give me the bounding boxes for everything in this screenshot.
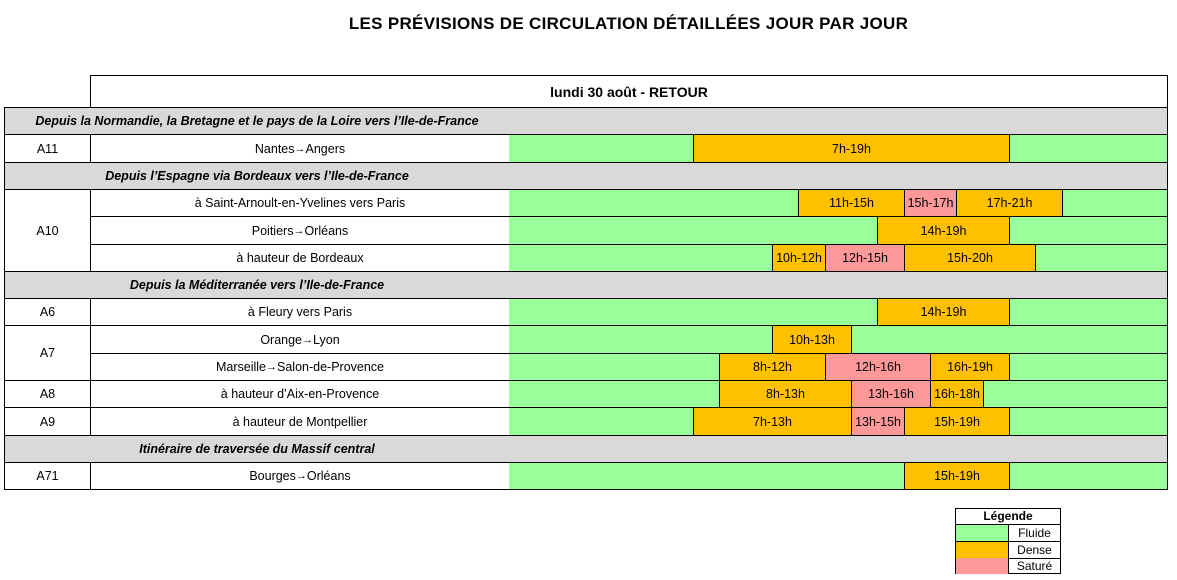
road-code: A8 — [4, 380, 91, 408]
timeline-bar — [509, 462, 1168, 490]
legend-label: Saturé — [1016, 559, 1053, 573]
timeline-bar — [509, 216, 1168, 245]
traffic-segment-dense: 17h-21h — [956, 190, 1063, 216]
arrow-icon: → — [293, 224, 305, 237]
legend-item — [956, 558, 1060, 574]
traffic-segment-dense: 14h-19h — [877, 217, 1010, 244]
traffic-segment-dense: 8h-12h — [719, 354, 826, 380]
location-cell: Poitiers → Orléans — [90, 216, 510, 245]
legend-item — [956, 542, 1060, 559]
section-header: Depuis la Méditerranée vers l’Ile-de-France — [4, 271, 510, 299]
location-cell: Orange → Lyon — [90, 325, 510, 354]
location-cell: Bourges → Orléans — [90, 462, 510, 490]
legend-label: Dense — [1017, 542, 1052, 557]
legend-swatch — [956, 542, 1009, 558]
page-title: LES PRÉVISIONS DE CIRCULATION DÉTAILLÉES JOUR PAR JOUR — [348, 14, 909, 33]
traffic-segment-dense: 15h-19h — [904, 463, 1010, 489]
section-header-fill — [509, 271, 1168, 299]
traffic-segment-dense: 8h-13h — [719, 381, 852, 407]
section-header: Itinéraire de traversée du Massif central — [4, 435, 510, 463]
traffic-segment-dense: 11h-15h — [798, 190, 905, 216]
location-cell: à hauteur de Bordeaux — [90, 244, 510, 272]
arrow-icon: → — [302, 333, 314, 346]
road-code: A71 — [4, 462, 91, 490]
traffic-segment-dense: 14h-19h — [877, 299, 1010, 325]
traffic-segment-sature: 12h-16h — [825, 354, 931, 380]
arrow-icon: → — [295, 470, 307, 482]
legend-swatch — [956, 558, 1009, 574]
traffic-segment-dense: 15h-20h — [904, 245, 1036, 271]
location-cell: à hauteur d’Aix-en-Provence — [90, 380, 510, 408]
road-code: A10 — [4, 189, 91, 272]
location-cell: à hauteur de Montpellier — [90, 407, 510, 436]
location-cell: à Saint-Arnoult-en-Yvelines vers Paris — [90, 189, 510, 217]
road-code: A7 — [4, 325, 91, 381]
legend-label: Fluide — [1018, 526, 1051, 540]
legend-title: Légende — [956, 509, 1060, 525]
day-header: lundi 30 août - RETOUR — [90, 75, 1168, 108]
traffic-segment-dense: 16h-19h — [930, 354, 1010, 380]
road-code: A11 — [4, 134, 91, 163]
location-cell: à Fleury vers Paris — [90, 298, 510, 326]
legend-swatch — [956, 525, 1009, 541]
traffic-segment-dense: 15h-19h — [904, 408, 1010, 435]
traffic-segment-sature: 12h-15h — [825, 245, 905, 271]
traffic-segment-dense: 16h-18h — [930, 381, 984, 407]
section-header-fill — [509, 107, 1168, 135]
section-header-fill — [509, 162, 1168, 190]
legend-item — [956, 525, 1060, 542]
arrow-icon: → — [266, 361, 277, 373]
traffic-segment-dense: 7h-13h — [693, 408, 852, 435]
location-cell: Marseille → Salon-de-Provence — [90, 353, 510, 381]
traffic-segment-dense: 10h-12h — [772, 245, 826, 271]
traffic-segment-sature: 15h-17h — [904, 190, 957, 216]
section-header-fill — [509, 435, 1168, 463]
legend-box — [955, 508, 1061, 574]
traffic-segment-sature: 13h-15h — [851, 408, 905, 435]
section-header: Depuis la Normandie, la Bretagne et le pays de la Loire vers l’Ile-de-France — [4, 107, 510, 135]
traffic-segment-dense: 10h-13h — [772, 326, 852, 353]
location-cell: Nantes → Angers — [90, 134, 510, 163]
road-code: A6 — [4, 298, 91, 326]
traffic-segment-dense: 7h-19h — [693, 135, 1010, 162]
arrow-icon: → — [294, 142, 306, 155]
road-code: A9 — [4, 407, 91, 436]
traffic-segment-sature: 13h-16h — [851, 381, 931, 407]
section-header: Depuis l’Espagne via Bordeaux vers l’Ile-de-France — [4, 162, 510, 190]
timeline-bar — [509, 298, 1168, 326]
